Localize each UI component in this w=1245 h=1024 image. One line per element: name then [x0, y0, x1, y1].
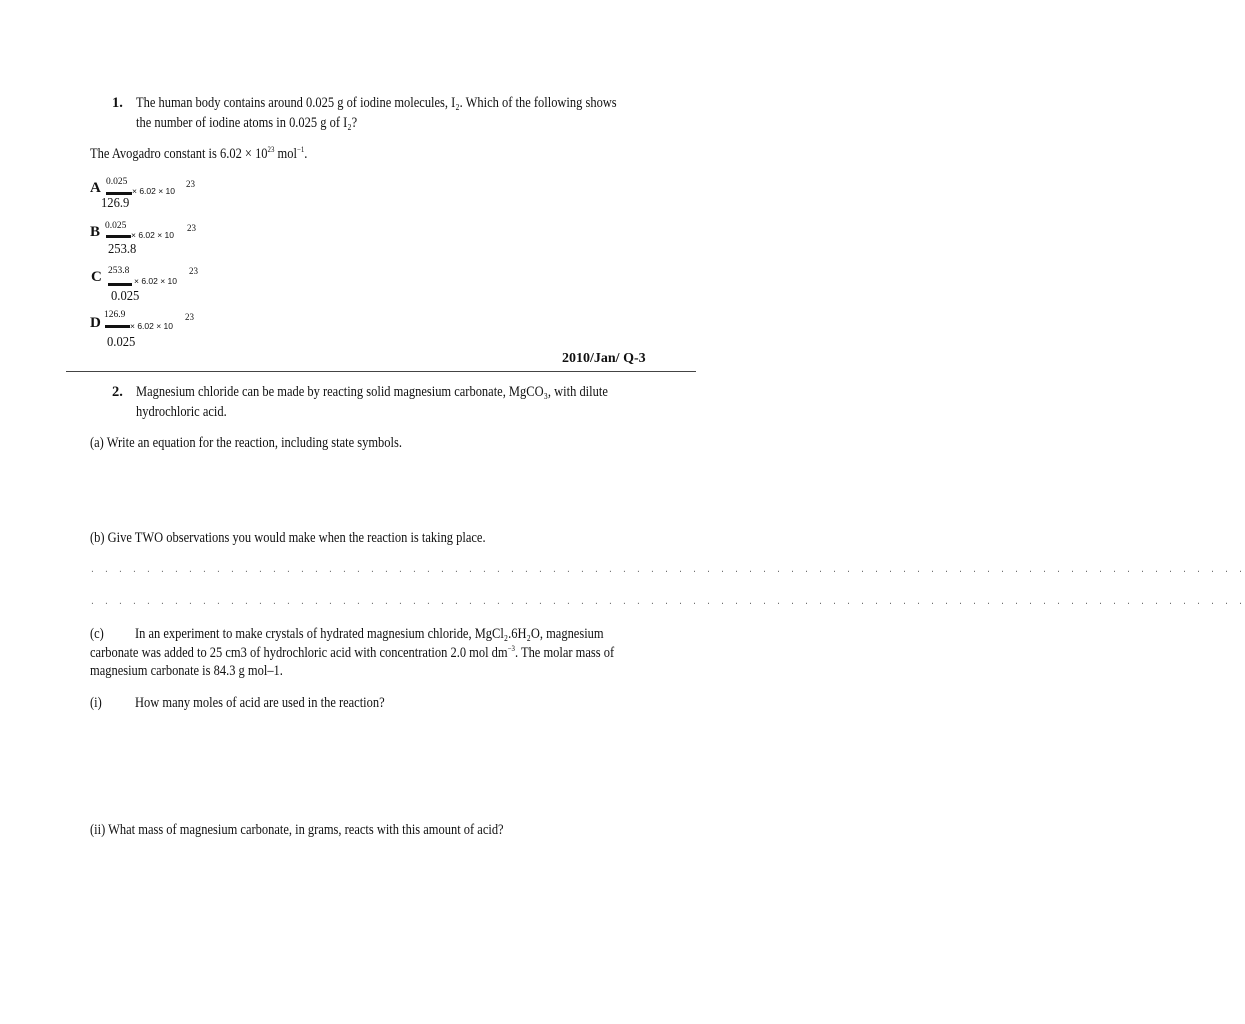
question-2-line-1: Magnesium chloride can be made by reacting solid magnesium carbonate, MgCO₃, with dilute [136, 384, 608, 400]
option-letter: D [90, 315, 101, 331]
fraction-bar [106, 192, 132, 195]
answer-line[interactable]: . . . . . . . . . . . . . . . . . . . . . . . . . . . . . . . . . . . . . . . . . . . . . . . . . . . . . . . . . . . . . . . . . . . . . . . . . . . . . . . . . . . [90, 598, 1245, 607]
exponent: 23 [189, 266, 198, 276]
fraction-numerator: 126.9 [104, 310, 126, 320]
option-letter: C [91, 269, 102, 285]
option-b[interactable] [90, 222, 210, 258]
fraction-numerator: 253.8 [108, 266, 130, 276]
fraction-denominator: 126.9 [101, 196, 130, 211]
part-ii-question: (ii) What mass of magnesium carbonate, in grams, reacts with this amount of acid? [90, 822, 504, 838]
fraction-bar [105, 325, 130, 328]
fraction-bar [108, 283, 132, 286]
avogadro-constant-statement: The Avogadro constant is $6.02 \times 10^{23}$ mol$^{-1}$. [90, 145, 308, 162]
exponent: 23 [186, 179, 195, 189]
part-a-prompt: (a) Write an equation for the reaction, including state symbols. [90, 435, 402, 451]
part-c-line-1: In an experiment to make crystals of hydrated magnesium chloride, MgCl₂.6H₂O, magnesium [135, 626, 604, 642]
fraction-numerator: 0.025 [106, 177, 128, 187]
option-a[interactable] [90, 178, 210, 214]
question-1-line-2: the number of iodine atoms in 0.025 g of I₂? [136, 115, 358, 131]
fraction-numerator: 0.025 [105, 221, 127, 231]
exponent: 23 [187, 223, 196, 233]
fraction-denominator: 0.025 [111, 289, 140, 304]
part-b-prompt: (b) Give TWO observations you would make when the reaction is taking place. [90, 530, 486, 546]
option-d[interactable] [90, 312, 210, 352]
fraction-denominator: 253.8 [108, 242, 137, 257]
question-1-number: 1. [112, 95, 123, 111]
part-i-question: How many moles of acid are used in the reaction? [135, 695, 385, 711]
option-letter: B [90, 224, 101, 240]
part-c-line-3: magnesium carbonate is 84.3 g mol–1. [90, 663, 283, 679]
question-2-line-2: hydrochloric acid. [136, 404, 227, 420]
exponent: 23 [185, 312, 194, 322]
multiplier: × 6.02 × 10 [134, 276, 178, 286]
option-letter: A [90, 180, 101, 196]
question-reference: 2010/Jan/ Q-3 [562, 351, 646, 366]
part-i-label: (i) [90, 695, 102, 711]
fraction-denominator: 0.025 [107, 335, 136, 350]
question-1-line-1: The human body contains around 0.025 g of iodine molecules, I₂. Which of the following shows [136, 95, 617, 111]
part-c-label: (c) [90, 626, 104, 642]
option-c[interactable] [90, 266, 210, 304]
multiplier: × 6.02 × 10 [132, 186, 176, 196]
question-2-number: 2. [112, 384, 123, 400]
part-c-line-2: carbonate was added to 25 cm3 of hydrochloric acid with concentration 2.0 mol $dm^{-3}$. The molar mass of [90, 644, 615, 661]
section-divider [66, 371, 696, 372]
multiplier: × 6.02 × 10 [130, 321, 174, 331]
answer-line[interactable]: . . . . . . . . . . . . . . . . . . . . . . . . . . . . . . . . . . . . . . . . . . . . . . . . . . . . . . . . . . . . . . . . . . . . . . . . . . . . . . . . . . . [90, 566, 1245, 575]
fraction-bar [106, 235, 131, 238]
multiplier: × 6.02 × 10 [131, 230, 175, 240]
